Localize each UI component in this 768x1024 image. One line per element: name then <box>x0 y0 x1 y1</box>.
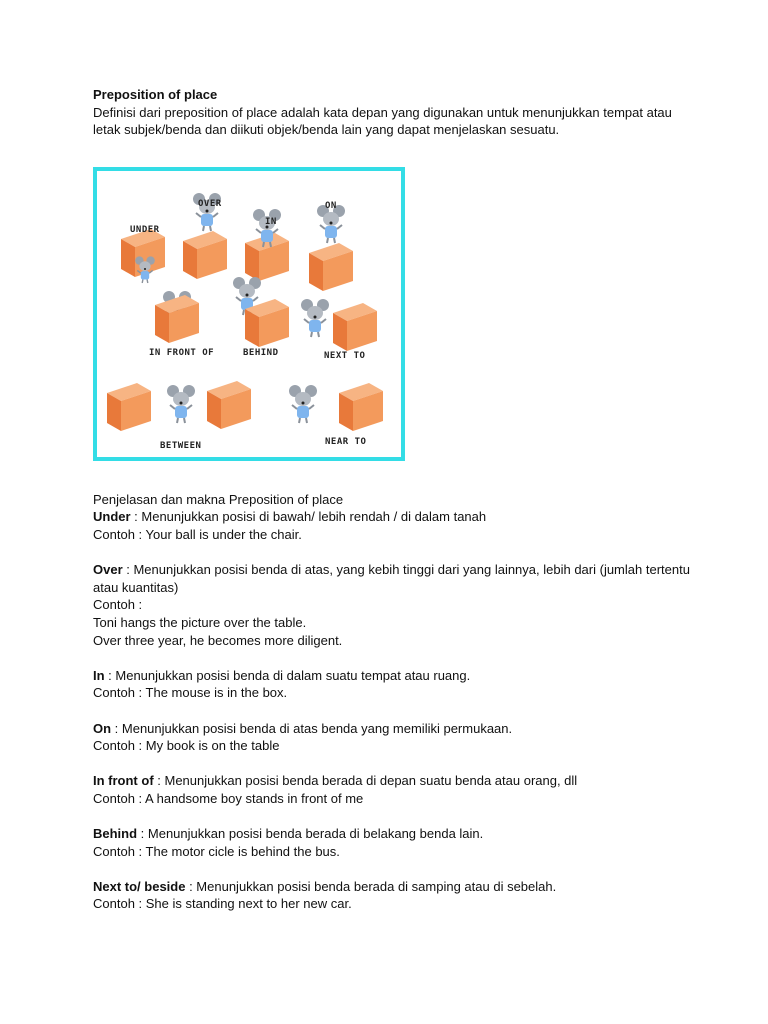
illustration-graphic <box>97 171 401 457</box>
definition-next-to: : Menunjukkan posisi benda berada di samping atau di sebelah. <box>185 878 557 894</box>
next-to-mouse <box>301 299 329 337</box>
between-mouse <box>167 385 195 423</box>
entry-next-to <box>93 878 693 913</box>
definition-on: : Menunjukkan posisi benda di atas benda yang memiliki permukaan. <box>111 720 513 736</box>
label-on: ON <box>325 200 337 211</box>
entry-under <box>93 508 693 543</box>
term-over: Over <box>93 562 123 578</box>
term-under: Under <box>93 509 131 525</box>
example-in-front-of: Contoh : A handsome boy stands in front of me <box>93 790 364 806</box>
entry-on <box>93 720 693 755</box>
near-to-mouse <box>289 385 317 423</box>
definition-under: : Menunjukkan posisi di bawah/ lebih rendah / di dalam tanah <box>130 509 487 525</box>
label-over: OVER <box>198 198 222 209</box>
next-to-box <box>333 303 377 351</box>
between-box-left <box>107 383 151 431</box>
example-over-2: Over three year, he becomes more diligent. <box>93 632 343 648</box>
near-to-box <box>339 383 383 431</box>
example-in: Contoh : The mouse is in the box. <box>93 685 288 701</box>
label-near-to: NEAR TO <box>325 436 367 447</box>
definition-in-front-of: : Menunjukkan posisi benda berada di depan suatu benda atau orang, dll <box>153 773 578 789</box>
example-behind: Contoh : The motor cicle is behind the bus. <box>93 843 340 859</box>
label-between: BETWEEN <box>160 440 202 451</box>
term-in-front-of: In front of <box>93 773 154 789</box>
entry-over <box>93 561 693 649</box>
over-box <box>183 231 227 279</box>
entry-in <box>93 667 693 702</box>
term-next-to: Next to/ beside <box>93 878 186 894</box>
term-in: In <box>93 667 105 683</box>
intro-paragraph: Definisi dari preposition of place adalah kata depan yang digunakan untuk menunjukkan tempat atau letak subjek/benda dan diikuti objek/benda lain yang dapat menjelaskan sesuatu. <box>93 104 672 138</box>
term-behind: Behind <box>93 826 138 842</box>
page-title: Preposition of place <box>93 87 218 102</box>
label-in: IN <box>265 216 277 227</box>
definition-behind: : Menunjukkan posisi benda berada di belakang benda lain. <box>137 826 484 842</box>
in-front-of-box <box>155 295 199 343</box>
example-under: Contoh : Your ball is under the chair. <box>93 526 302 542</box>
definition-in: : Menunjukkan posisi benda di dalam suatu tempat atau ruang. <box>104 667 471 683</box>
entry-in-front-of <box>93 772 693 807</box>
entry-behind <box>93 825 693 860</box>
document-page <box>93 86 693 913</box>
definition-over: : Menunjukkan posisi benda di atas, yang kebih tinggi dari yang lainnya, lebih dari (jumlah tertentu atau kuantitas) <box>93 562 690 595</box>
label-next-to: NEXT TO <box>324 350 366 361</box>
term-on: On <box>93 720 112 736</box>
example-on: Contoh : My book is on the table <box>93 738 280 754</box>
label-in-front-of: IN FRONT OF <box>149 347 215 358</box>
prepositions-illustration <box>93 167 405 461</box>
between-box-right <box>207 381 251 429</box>
label-under: UNDER <box>130 224 160 235</box>
label-behind: BEHIND <box>243 347 279 358</box>
explanation-heading: Penjelasan dan makna Preposition of place <box>93 491 344 507</box>
example-over-1: Toni hangs the picture over the table. <box>93 614 307 630</box>
on-box <box>309 243 353 291</box>
example-label-over: Contoh : <box>93 597 143 613</box>
example-next-to: Contoh : She is standing next to her new car. <box>93 896 352 912</box>
